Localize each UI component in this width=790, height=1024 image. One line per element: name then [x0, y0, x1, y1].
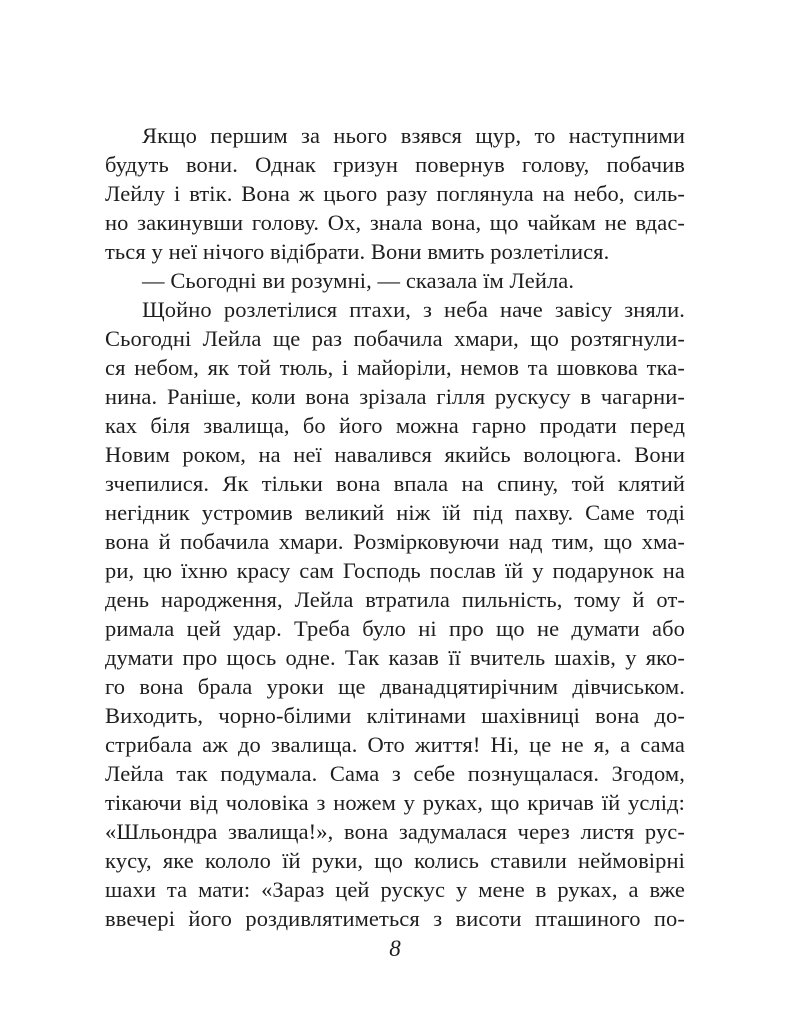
text-line: вона й побачила хмари. Розмірковуючи над тим, що хма- — [105, 529, 685, 554]
text-line: ться у неї нічого відібрати. Вони вмить розлетілися. — [105, 239, 610, 264]
page-number: 8 — [389, 936, 401, 961]
text-line: ввечері його роздивлятиметься з висоти пташиного по- — [105, 906, 685, 931]
paragraph — [105, 266, 685, 295]
text-line: негідник устромив великий ніж їй під пахву. Саме тоді — [105, 500, 685, 525]
text-line: нина. Раніше, коли вона зрізала гілля рускусу в чагарни- — [105, 384, 685, 409]
text-line: будуть вони. Однак гризун повернув голову, побачив — [105, 152, 685, 177]
text-line: шахи та мати: «Зараз цей рускус у мене в руках, а вже — [105, 877, 685, 902]
text-line: кусу, яке кололо їй руки, що колись ставили неймовірні — [105, 848, 685, 873]
text-line: «Шльондра звалища!», вона задумалася через листя рус- — [105, 819, 685, 844]
text-line: Новим роком, на неї навалився якийсь волоцюга. Вони — [105, 442, 685, 467]
text-line: — Сьогодні ви розумні, — сказала їм Лейла. — [142, 268, 575, 293]
text-line: стрибала аж до звалища. Ото життя! Ні, це не я, а сама — [105, 732, 685, 757]
text-line: думати про щось одне. Так казав її вчитель шахів, у яко- — [105, 645, 685, 670]
text-line: Виходить, чорно-білими клітинами шахівниці вона до- — [105, 703, 685, 728]
text-line: зчепилися. Як тільки вона впала на спину, той клятий — [105, 471, 685, 496]
paragraph — [105, 295, 685, 933]
text-line: Сьогодні Лейла ще раз побачила хмари, що розтягнули- — [105, 326, 685, 351]
text-line: день народження, Лейла втратила пильність, тому й от- — [105, 587, 685, 612]
text-line: ках біля звалища, бо його можна гарно продати перед — [105, 413, 685, 438]
text-line: Лейлу і втік. Вона ж цього разу поглянула на небо, силь- — [105, 181, 685, 206]
text-line: Щойно розлетілися птахи, з неба наче завісу зняли. — [142, 297, 685, 322]
text-line: ся небом, як той тюль, і майоріли, немов та шовкова тка- — [105, 355, 685, 380]
text-line: Лейла так подумала. Сама з себе познущалася. Згодом, — [105, 761, 685, 786]
text-line: Якщо першим за нього взявся щур, то наступними — [142, 123, 685, 148]
paragraph — [105, 121, 685, 266]
text-line: тікаючи від чоловіка з ножем у руках, що кричав їй услід: — [105, 790, 685, 815]
text-line: римала цей удар. Треба було ні про що не думати або — [105, 616, 685, 641]
text-line: но закинувши голову. Ох, знала вона, що чайкам не вдас- — [105, 210, 685, 235]
text-line: го вона брала уроки ще дванадцятирічним дівчиськом. — [105, 674, 685, 699]
text-block — [105, 121, 685, 933]
text-line: ри, цю їхню красу сам Господь послав їй у подарунок на — [105, 558, 685, 583]
